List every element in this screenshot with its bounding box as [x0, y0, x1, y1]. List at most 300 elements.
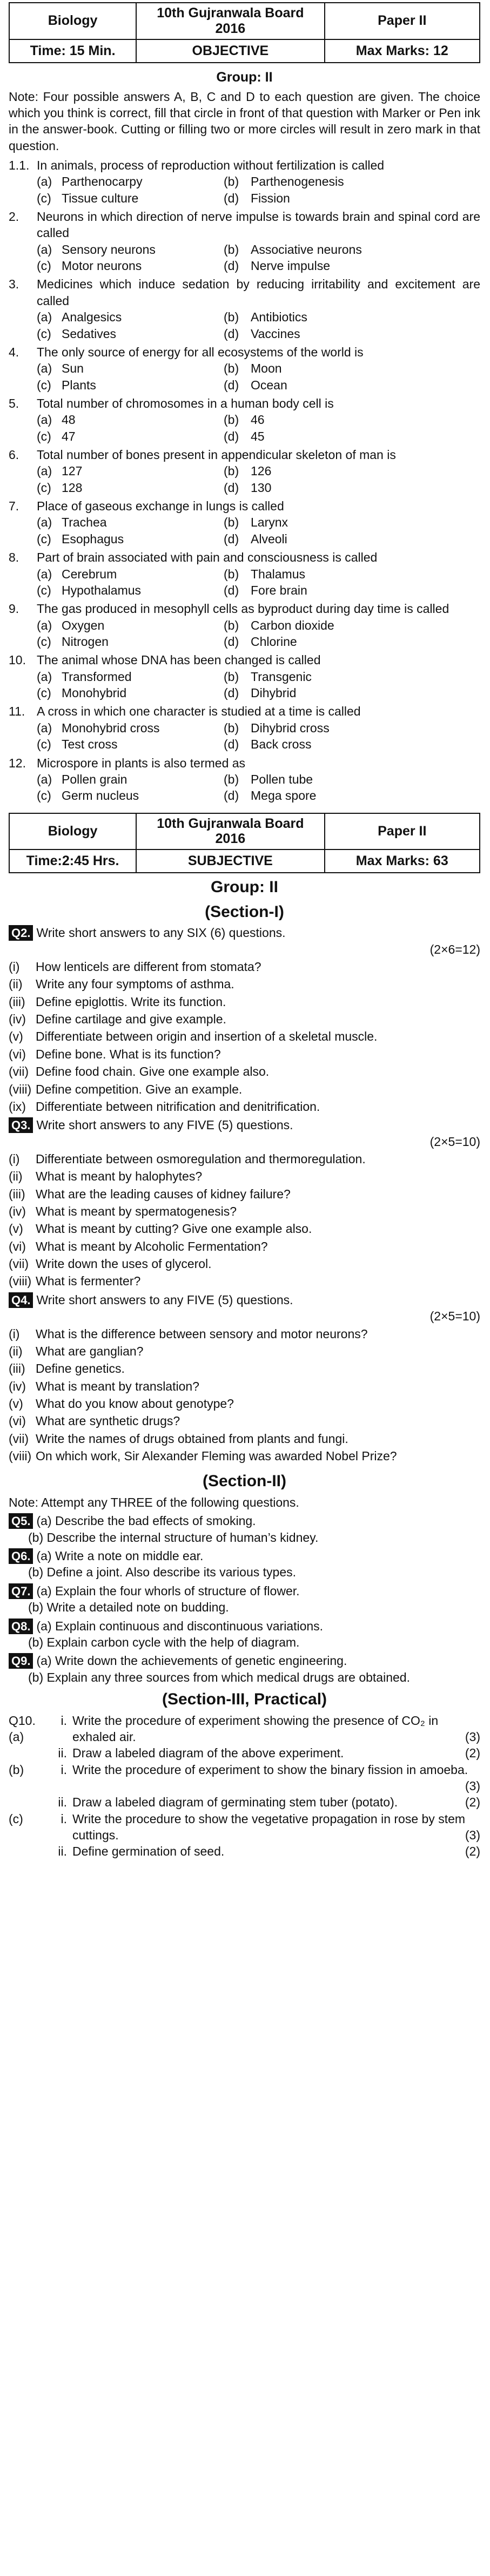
- long-question-label: Q8.: [9, 1619, 33, 1634]
- short-question-text: What is meant by halophytes?: [36, 1169, 203, 1184]
- option-text: Oxygen: [62, 618, 105, 632]
- option-letter: (b): [224, 772, 239, 786]
- paper-cell: Paper II: [325, 3, 480, 39]
- option-text: Monohybrid cross: [62, 720, 160, 735]
- practical-question: [9, 1712, 480, 1860]
- roman-number: (vii): [9, 1431, 29, 1446]
- roman-number: (v): [9, 1222, 23, 1236]
- practical-sub-number: ii.: [58, 1844, 67, 1859]
- long-question-label: Q7.: [9, 1583, 33, 1599]
- practical-instruction: Write the procedure to show the vegetative propagation in rose by stem cuttings.: [72, 1811, 466, 1843]
- option-letter: (a): [37, 413, 52, 427]
- option-letter: (c): [37, 531, 51, 546]
- mcq-text: The gas produced in mesophyll cells as byproduct during day time is called: [37, 602, 449, 616]
- option-text: Test cross: [62, 737, 118, 752]
- long-question-part-b: (b) Write a detailed note on budding.: [28, 1600, 229, 1615]
- short-question-text: What do you know about genotype?: [36, 1396, 234, 1411]
- short-question-text: What is meant by translation?: [36, 1379, 199, 1393]
- long-question-part-b: (b) Describe the internal structure of human’s kidney.: [28, 1530, 319, 1545]
- mcq-options: [37, 173, 480, 206]
- short-question-text: Define epiglottis. Write its function.: [36, 994, 226, 1009]
- mcq-number: 3.: [9, 277, 19, 292]
- short-question-text: Define competition. Give an example.: [36, 1082, 243, 1096]
- mcq-options: [37, 463, 480, 496]
- long-question-label: Q5.: [9, 1513, 33, 1529]
- short-question: [9, 1063, 480, 1080]
- practical-text: [72, 1811, 480, 1844]
- q4-label: Q4.: [9, 1292, 33, 1308]
- option-letter: (a): [37, 174, 52, 189]
- option-text: Germ nucleus: [62, 788, 139, 803]
- short-question-text: What is meant by spermatogenesis?: [36, 1204, 237, 1219]
- long-question-a-text: (a) Write a note on middle ear.: [36, 1549, 204, 1563]
- short-question-text: Differentiate between origin and insertion of a skeletal muscle.: [36, 1029, 378, 1044]
- option-text: Transformed: [62, 669, 132, 684]
- mcq-text: The animal whose DNA has been changed is called: [37, 653, 321, 667]
- short-question-text: Define food chain. Give one example also.: [36, 1064, 270, 1079]
- short-question: [9, 1238, 480, 1255]
- mcq-number: 5.: [9, 396, 19, 410]
- mcq-options: [37, 241, 480, 274]
- option-text: Fore brain: [251, 583, 307, 597]
- option-text: Dihybrid cross: [251, 720, 330, 735]
- option-letter: (d): [224, 737, 239, 752]
- mcq-number: 4.: [9, 345, 19, 359]
- option-letter: (c): [37, 480, 51, 495]
- short-question-text: What is meant by cutting? Give one example also.: [36, 1222, 312, 1236]
- practical-marks: (2): [465, 1746, 480, 1761]
- board-cell: 10th Gujranwala Board 2016: [136, 3, 324, 39]
- option-text: Mega spore: [251, 788, 317, 803]
- objective-header-table: [9, 2, 480, 63]
- practical-part: [9, 1843, 480, 1859]
- practical-label: [9, 1843, 46, 1859]
- mcq-options: [37, 514, 480, 547]
- option-text: Motor neurons: [62, 259, 142, 273]
- roman-number: (iii): [9, 1186, 25, 1201]
- roman-number: (i): [9, 1151, 20, 1166]
- practical-instruction: Draw a labeled diagram of the above experiment.: [72, 1746, 344, 1761]
- option-text: Parthenogenesis: [251, 174, 344, 189]
- short-question: [9, 1168, 480, 1184]
- short-question: [9, 1395, 480, 1412]
- option-letter: (c): [37, 259, 51, 273]
- q2-marks: (2×6=12): [429, 942, 480, 956]
- roman-number: (iv): [9, 1204, 26, 1219]
- roman-number: (iii): [9, 1361, 25, 1376]
- mcq-question: [9, 447, 480, 463]
- short-question: [9, 959, 480, 975]
- short-question-text: What are ganglian?: [36, 1344, 144, 1358]
- practical-sub-number: i.: [61, 1762, 67, 1777]
- option-text: 126: [251, 464, 272, 478]
- short-question-text: On which work, Sir Alexander Fleming was awarded Nobel Prize?: [36, 1449, 397, 1464]
- mcq-options: [37, 771, 480, 804]
- short-question: [9, 1256, 480, 1272]
- short-question-text: Write down the uses of glycerol.: [36, 1257, 212, 1271]
- long-question-part-a: [9, 1583, 480, 1599]
- paper-cell: Paper II: [325, 813, 480, 850]
- option-text: 47: [62, 429, 76, 443]
- mcq-text: Total number of bones present in appendicular skeleton of man is: [37, 448, 396, 462]
- practical-instruction: Write the procedure of experiment showing the presence of CO₂ in exhaled air.: [72, 1713, 439, 1744]
- mcq-options: [37, 566, 480, 599]
- option-letter: (c): [37, 326, 51, 341]
- short-question: [9, 976, 480, 992]
- practical-marks: (3): [465, 1729, 480, 1744]
- mcq-text: The only source of energy for all ecosystems of the world is: [37, 345, 364, 359]
- option-text: Esophagus: [62, 531, 124, 546]
- option-letter: (a): [37, 567, 52, 581]
- section-2-note: Note: Attempt any THREE of the following questions.: [9, 1495, 299, 1510]
- option-text: Monohybrid: [62, 686, 127, 700]
- option-text: Chlorine: [251, 635, 297, 649]
- short-question: [9, 1203, 480, 1219]
- mcq-question: [9, 652, 480, 668]
- practical-label: [9, 1794, 46, 1810]
- mcq-number: 11.: [9, 704, 25, 719]
- practical-part: [9, 1762, 480, 1795]
- option-letter: (b): [224, 310, 239, 325]
- short-question: [9, 1186, 480, 1202]
- short-question: [9, 1326, 480, 1342]
- mcq-text: Medicines which induce sedation by reducing irritability and excitement are called: [37, 277, 480, 308]
- long-question-a-text: (a) Explain continuous and discontinuous variations.: [36, 1619, 324, 1633]
- long-question-part-a: [9, 1618, 480, 1634]
- option-letter: (b): [224, 361, 239, 376]
- mcq-text: A cross in which one character is studied at a time is called: [37, 704, 361, 719]
- option-text: Pollen tube: [251, 772, 313, 786]
- short-question-text: Write any four symptoms of asthma.: [36, 977, 234, 992]
- option-text: 46: [251, 413, 265, 427]
- roman-number: (iv): [9, 1012, 26, 1027]
- option-letter: (b): [224, 618, 239, 632]
- mcq-text: Neurons in which direction of nerve impulse is towards brain and spinal cord are called: [37, 210, 480, 240]
- roman-number: (iv): [9, 1379, 26, 1393]
- practical-marks: (2): [465, 1844, 480, 1859]
- q2-heading: [9, 925, 480, 941]
- section-3-heading: (Section-III, Practical): [162, 1690, 327, 1708]
- long-questions: [9, 1513, 480, 1685]
- long-question-a-text: (a) Write down the achievements of genetic engineering.: [36, 1654, 347, 1668]
- mcq-options: [37, 309, 480, 342]
- option-text: Fission: [251, 191, 290, 205]
- option-letter: (d): [224, 788, 239, 803]
- mcq-number: 2.: [9, 210, 19, 224]
- option-letter: (a): [37, 310, 52, 325]
- option-letter: (d): [224, 429, 239, 443]
- q3-label: Q3.: [9, 1117, 33, 1133]
- option-text: 45: [251, 429, 265, 443]
- practical-text: [72, 1843, 480, 1859]
- q2-instruction: Write short answers to any SIX (6) questions.: [36, 926, 286, 940]
- option-text: Antibiotics: [251, 310, 307, 325]
- short-question-text: What is the difference between sensory and motor neurons?: [36, 1326, 368, 1341]
- roman-number: (viii): [9, 1449, 32, 1464]
- option-letter: (a): [37, 464, 52, 478]
- practical-label: Q10. (a): [9, 1713, 36, 1744]
- option-letter: (c): [37, 191, 51, 205]
- option-letter: (b): [224, 174, 239, 189]
- mcq-question: [9, 276, 480, 309]
- long-question-part-b: (b) Explain any three sources from which medical drugs are obtained.: [28, 1670, 410, 1684]
- short-question-text: What is fermenter?: [36, 1274, 141, 1289]
- roman-number: (vii): [9, 1064, 29, 1079]
- board-cell: 10th Gujranwala Board 2016: [136, 813, 324, 850]
- short-question-text: What are the leading causes of kidney failure?: [36, 1186, 291, 1201]
- mcq-options: [37, 669, 480, 702]
- mcq-text: Total number of chromosomes in a human body cell is: [37, 396, 334, 410]
- option-letter: (c): [37, 635, 51, 649]
- short-question: [9, 1046, 480, 1062]
- short-question-text: Define cartilage and give example.: [36, 1012, 226, 1027]
- practical-text: [72, 1745, 480, 1761]
- practical-instruction: Write the procedure of experiment to show the binary fission in amoeba.: [72, 1762, 468, 1777]
- mcq-number: 6.: [9, 448, 19, 462]
- short-questions: [9, 925, 480, 1464]
- practical-sub-number: i.: [61, 1713, 67, 1728]
- long-question-label: Q6.: [9, 1548, 33, 1564]
- practical-part: [9, 1712, 480, 1745]
- short-question: [9, 1151, 480, 1167]
- roman-number: (viii): [9, 1274, 32, 1289]
- option-text: Cerebrum: [62, 567, 117, 581]
- q2-label: Q2.: [9, 925, 33, 941]
- option-letter: (d): [224, 326, 239, 341]
- practical-text: [72, 1712, 480, 1745]
- mcq-question: [9, 755, 480, 771]
- long-question-part-a: [9, 1548, 480, 1564]
- option-letter: (d): [224, 531, 239, 546]
- practical-label: [9, 1745, 46, 1761]
- option-text: Nerve impulse: [251, 259, 330, 273]
- subject-cell: Biology: [9, 813, 136, 850]
- mcq-question: [9, 601, 480, 617]
- practical-label: (c): [9, 1811, 23, 1826]
- roman-number: (i): [9, 1326, 20, 1341]
- roman-number: (iii): [9, 994, 25, 1009]
- option-text: Back cross: [251, 737, 312, 752]
- option-text: 127: [62, 464, 83, 478]
- mcq-list: [9, 157, 480, 804]
- roman-number: (v): [9, 1396, 23, 1411]
- option-letter: (b): [224, 515, 239, 530]
- option-letter: (a): [37, 242, 52, 257]
- short-question: [9, 1098, 480, 1115]
- exam-paper: [0, 2, 490, 2576]
- practical-text: [72, 1762, 480, 1795]
- practical-sub-number: ii.: [58, 1746, 67, 1761]
- option-letter: (c): [37, 377, 51, 392]
- short-question: [9, 1360, 480, 1377]
- option-letter: (b): [224, 720, 239, 735]
- option-text: Transgenic: [251, 669, 312, 684]
- option-letter: (a): [37, 772, 52, 786]
- option-text: 48: [62, 413, 76, 427]
- mcq-number: 12.: [9, 756, 26, 770]
- time-cell: Time: 15 Min.: [9, 39, 136, 63]
- mcq-number: 8.: [9, 550, 19, 565]
- short-question-text: Differentiate between nitrification and denitrification.: [36, 1099, 320, 1114]
- short-question: [9, 1011, 480, 1027]
- roman-number: (v): [9, 1029, 23, 1044]
- option-letter: (d): [224, 191, 239, 205]
- option-letter: (c): [37, 686, 51, 700]
- roman-number: (ii): [9, 1169, 23, 1184]
- mcq-options: [37, 617, 480, 650]
- section-1-heading: (Section-I): [205, 902, 284, 921]
- option-text: Hypothalamus: [62, 583, 142, 597]
- practical-part: [9, 1794, 480, 1810]
- marks-cell: Max Marks: 63: [325, 849, 480, 873]
- option-letter: (c): [37, 583, 51, 597]
- option-text: Associative neurons: [251, 242, 362, 257]
- option-letter: (d): [224, 259, 239, 273]
- mcq-number: 7.: [9, 499, 19, 514]
- subject-cell: Biology: [9, 3, 136, 39]
- marks-cell: Max Marks: 12: [325, 39, 480, 63]
- practical-sub-number: i.: [61, 1811, 67, 1826]
- mcq-text: Part of brain associated with pain and consciousness is called: [37, 550, 378, 565]
- mcq-question: [9, 549, 480, 565]
- option-letter: (b): [224, 669, 239, 684]
- short-question-text: Write the names of drugs obtained from plants and fungi.: [36, 1431, 348, 1446]
- long-question-part-a: [9, 1653, 480, 1669]
- option-letter: (d): [224, 377, 239, 392]
- option-letter: (a): [37, 515, 52, 530]
- option-letter: (d): [224, 686, 239, 700]
- roman-number: (ii): [9, 977, 23, 992]
- long-question-part-a: [9, 1513, 480, 1529]
- option-text: Ocean: [251, 377, 287, 392]
- q4-marks: (2×5=10): [429, 1309, 480, 1324]
- subjective-header-table: [9, 813, 480, 874]
- q3-marks: (2×5=10): [429, 1134, 480, 1149]
- short-question-text: Define bone. What is its function?: [36, 1047, 221, 1061]
- option-text: Sun: [62, 361, 84, 376]
- practical-text: [72, 1794, 480, 1810]
- long-question-label: Q9.: [9, 1653, 33, 1669]
- long-question-a-text: (a) Explain the four whorls of structure of flower.: [36, 1583, 300, 1598]
- short-question-text: How lenticels are different from stomata?: [36, 960, 261, 974]
- option-text: 130: [251, 480, 272, 495]
- short-question: [9, 1413, 480, 1429]
- mcq-text: In animals, process of reproduction without fertilization is called: [37, 158, 385, 172]
- short-question: [9, 1343, 480, 1359]
- practical-instruction: Draw a labeled diagram of germinating stem tuber (potato).: [72, 1795, 398, 1810]
- option-text: Moon: [251, 361, 282, 376]
- practical-marks: (2): [465, 1795, 480, 1810]
- mcq-number: 1.1.: [9, 158, 30, 172]
- mcq-text: Microspore in plants is also termed as: [37, 756, 246, 770]
- short-question-text: Define genetics.: [36, 1361, 125, 1376]
- mcq-options: [37, 360, 480, 393]
- mcq-question: [9, 498, 480, 514]
- option-letter: (b): [224, 413, 239, 427]
- option-letter: (c): [37, 737, 51, 752]
- mcq-question: [9, 208, 480, 241]
- long-question-a-text: (a) Describe the bad effects of smoking.: [36, 1514, 256, 1528]
- subjective-group-heading: Group: II: [211, 878, 278, 896]
- option-letter: (a): [37, 669, 52, 684]
- option-text: Vaccines: [251, 326, 300, 341]
- option-text: Parthenocarpy: [62, 174, 143, 189]
- option-letter: (a): [37, 361, 52, 376]
- option-text: Larynx: [251, 515, 288, 530]
- roman-number: (i): [9, 960, 20, 974]
- option-text: Trachea: [62, 515, 107, 530]
- option-letter: (d): [224, 480, 239, 495]
- mcq-options: [37, 412, 480, 444]
- type-cell: SUBJECTIVE: [136, 849, 324, 873]
- short-question: [9, 1028, 480, 1044]
- type-cell: OBJECTIVE: [136, 39, 324, 63]
- option-letter: (b): [224, 464, 239, 478]
- mcq-text: Place of gaseous exchange in lungs is called: [37, 499, 284, 514]
- short-question: [9, 1378, 480, 1394]
- option-text: Pollen grain: [62, 772, 127, 786]
- short-question: [9, 1431, 480, 1447]
- option-text: 128: [62, 480, 83, 495]
- roman-number: (ii): [9, 1344, 23, 1358]
- long-question-part-b: (b) Define a joint. Also describe its various types.: [28, 1565, 297, 1580]
- short-question-text: What are synthetic drugs?: [36, 1414, 180, 1428]
- mcq-options: [37, 720, 480, 753]
- short-question-text: What is meant by Alcoholic Fermentation?: [36, 1239, 268, 1253]
- q3-instruction: Write short answers to any FIVE (5) questions.: [36, 1118, 293, 1132]
- time-cell: Time:2:45 Hrs.: [9, 849, 136, 873]
- short-question: [9, 1081, 480, 1097]
- mcq-number: 9.: [9, 602, 19, 616]
- objective-group-heading: Group: II: [216, 69, 273, 85]
- long-question-part-b: (b) Explain carbon cycle with the help of diagram.: [28, 1635, 300, 1649]
- roman-number: (vii): [9, 1257, 29, 1271]
- practical-marks: (3): [465, 1779, 480, 1793]
- short-question-text: Differentiate between osmoregulation and thermoregulation.: [36, 1151, 366, 1166]
- option-letter: (a): [37, 618, 52, 632]
- option-letter: (b): [224, 567, 239, 581]
- option-text: Sensory neurons: [62, 242, 156, 257]
- section-2-heading: (Section-II): [203, 1472, 286, 1491]
- mcq-question: [9, 157, 480, 173]
- roman-number: (vi): [9, 1047, 26, 1061]
- option-text: Plants: [62, 377, 96, 392]
- practical-label: (b): [9, 1762, 24, 1777]
- roman-number: (vi): [9, 1414, 26, 1428]
- mcq-question: [9, 395, 480, 412]
- option-letter: (d): [224, 635, 239, 649]
- q3-heading: [9, 1117, 480, 1133]
- option-text: Nitrogen: [62, 635, 109, 649]
- practical-part: [9, 1811, 480, 1844]
- q4-instruction: Write short answers to any FIVE (5) questions.: [36, 1292, 293, 1307]
- practical-sub-number: ii.: [58, 1795, 67, 1810]
- option-text: Analgesics: [62, 310, 122, 325]
- option-text: Alveoli: [251, 531, 287, 546]
- option-text: Carbon dioxide: [251, 618, 334, 632]
- roman-number: (viii): [9, 1082, 32, 1096]
- objective-note: Note: Four possible answers A, B, C and D to each question are given. The choice which you think is correct, fill that circle in front of that question with Marker or Pen ink in the answer-book. Cutting or filling two or more circles will result in zero mark in that question.: [9, 89, 480, 153]
- option-letter: (b): [224, 242, 239, 257]
- short-question: [9, 994, 480, 1010]
- option-text: Thalamus: [251, 567, 305, 581]
- short-question: [9, 1220, 480, 1237]
- q4-heading: [9, 1292, 480, 1308]
- mcq-number: 10.: [9, 653, 26, 667]
- option-letter: (a): [37, 720, 52, 735]
- option-text: Sedatives: [62, 326, 117, 341]
- option-letter: (c): [37, 429, 51, 443]
